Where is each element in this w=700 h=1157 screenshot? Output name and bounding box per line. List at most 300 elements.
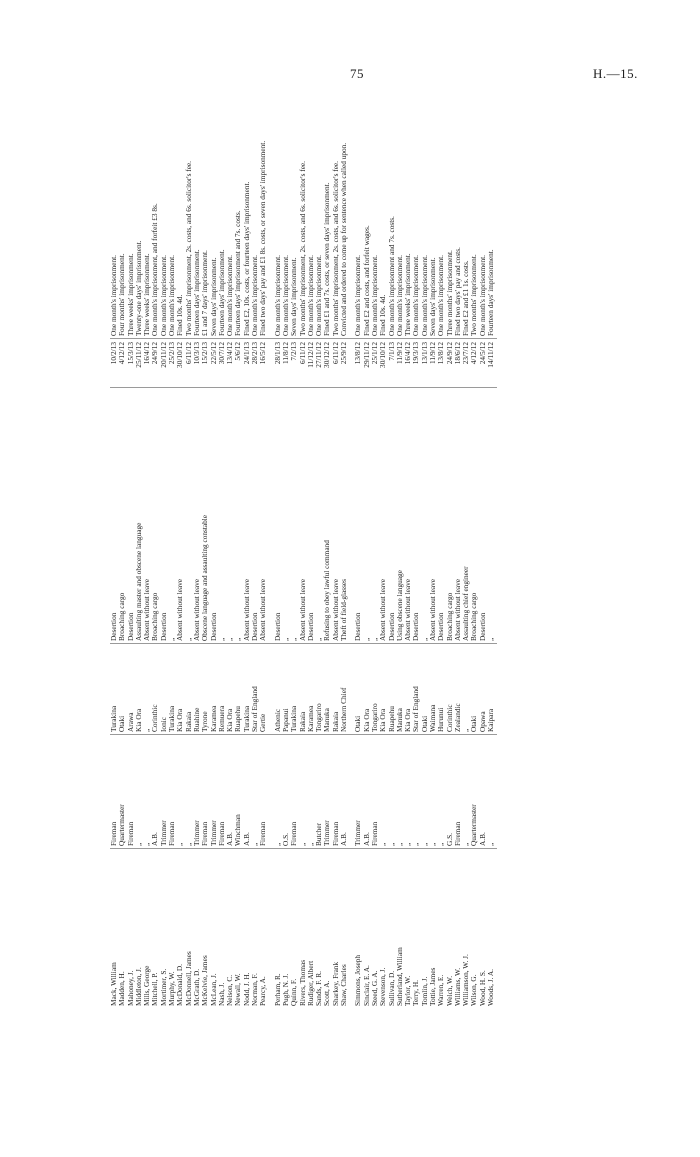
offence-cell: Absent without leave [378, 578, 388, 641]
ship-cell: Athenic [272, 708, 282, 732]
offence-cell: Desertion [353, 612, 363, 641]
rating-cell: Butcher [314, 822, 324, 846]
date-cell: 28/2/13 [250, 342, 260, 365]
offence-cell: „ [233, 637, 243, 641]
name-cell: Simmons, Joseph [353, 954, 363, 1006]
rating-cell: A.B. [339, 832, 349, 846]
name-cell: Taylor, W. [403, 975, 413, 1006]
sentence-cell: One month's imprisonment. [158, 255, 168, 336]
name-cell: Murphy, W. [167, 971, 177, 1006]
ship-cell: Ruapehu [233, 706, 243, 732]
ship-cell: Kia Ora [133, 708, 143, 732]
sentence-cell: Fined two days' pay and £1 8s. costs, or seven days' imprisonment. [258, 140, 268, 336]
rating-cell: „ [133, 842, 143, 846]
ship-cell: Rakaia [183, 711, 193, 732]
rating-cell: Fireman [216, 821, 226, 846]
rating-cell: „ [419, 842, 429, 846]
table-row [454, 106, 462, 1006]
ship-cell: Tongariro [314, 703, 324, 732]
name-cell: Shaw, Charles [339, 964, 349, 1006]
ship-cell: Turakina [241, 705, 251, 732]
date-cell: 24/9/12 [444, 342, 454, 365]
sentence-cell: Seven days' imprisonment. [208, 257, 218, 336]
name-cell: Scott, A. [322, 980, 332, 1006]
rating-cell: O.S. [280, 833, 290, 846]
ship-cell: Kia Ora [378, 708, 388, 732]
ship-cell: Turakina [289, 705, 299, 732]
name-cell: Sands, F. R. [314, 971, 324, 1006]
sentence-cell: Seven days' imprisonment. [427, 257, 437, 336]
offence-cell: Using obscene language [394, 570, 404, 641]
name-cell: Warren, E. [436, 974, 446, 1006]
name-cell: Woods, J. A. [486, 969, 496, 1006]
offence-cell: Absent without leave [191, 578, 201, 641]
sentence-cell: One month's imprisonment. [419, 255, 429, 336]
rating-cell: Trimmer [158, 820, 168, 846]
sentence-cell: One month's imprisonment. [280, 255, 290, 336]
table-row [274, 106, 282, 1006]
offence-cell: Desertion [109, 612, 118, 641]
sentence-cell: Three months' imprisonment. [444, 250, 454, 336]
offence-cell: Absent without leave [258, 578, 268, 641]
date-cell: 19/3/13 [411, 342, 421, 365]
sentence-cell: One month's imprisonment. [109, 255, 118, 336]
rating-cell: A.B. [477, 832, 487, 846]
sentence-cell: Two months' imprisonment, 2s. costs, and 6s. solicitor's fee. [330, 160, 340, 336]
ship-cell: Rakaia [330, 711, 340, 732]
column-rule [110, 848, 497, 849]
offence-cell: „ [369, 637, 379, 641]
sentence-cell: Fined two days' pay and costs. [452, 247, 462, 336]
name-cell: Pearcy, A. [258, 976, 268, 1006]
rating-cell: Trimmer [208, 820, 218, 846]
column-rule [110, 338, 497, 339]
date-cell: 24/9/12 [150, 342, 160, 365]
name-cell: Williamson, W. J. [461, 954, 471, 1006]
rating-cell: A.B. [225, 832, 235, 846]
ship-cell: Turakina [167, 705, 177, 732]
sentence-cell: Two months' imprisonment, 2s. costs, and 6s. solicitor's fee. [297, 160, 307, 336]
ship-cell: Papanui [280, 708, 290, 732]
rating-cell: „ [305, 842, 315, 846]
table-row [479, 106, 487, 1006]
offence-cell: „ [225, 637, 235, 641]
ship-cell: Karamea [208, 705, 218, 732]
date-cell: 24/5/12 [477, 342, 487, 365]
sentence-cell: One month's imprisonment, and forfeit £3 8s. [150, 203, 160, 336]
date-cell: 4/12/12 [117, 342, 127, 365]
rating-cell: „ [250, 842, 260, 846]
offence-cell: „ [289, 637, 299, 641]
rating-cell: A.B. [361, 832, 371, 846]
name-cell: Pugh, N. J. [280, 973, 290, 1006]
date-cell: 11/12/12 [305, 342, 315, 368]
ship-cell: Opawa [477, 711, 487, 732]
sentence-cell: Two months' imprisonment, 2s. costs, and 6s. solicitor's fee. [183, 160, 193, 336]
offence-cell: Desertion [125, 612, 135, 641]
name-cell: Rudiger, Albert [305, 960, 315, 1006]
ship-cell: Ionic [158, 717, 168, 732]
sentence-cell: Fined 10s. 4d. [175, 294, 185, 336]
ship-cell: Otaki [353, 715, 363, 732]
date-cell: 29/11/12 [361, 342, 371, 368]
sentence-cell: One month's imprisonment. [167, 255, 177, 336]
table-row [160, 106, 168, 1006]
ship-cell: Zealandic [452, 703, 462, 732]
date-cell: 22/5/12 [208, 342, 218, 365]
sentence-cell: One month's imprisonment. [394, 255, 404, 336]
name-cell: Terry, H. [411, 980, 421, 1006]
rating-cell: „ [142, 842, 152, 846]
name-cell: McLean, J. [208, 973, 218, 1006]
sentence-cell: One month's imprisonment and 7s. costs. [386, 216, 396, 336]
name-cell: Tomlin, J. [419, 976, 429, 1006]
ship-cell: Manuka [322, 708, 332, 732]
name-cell: McDonald, D. [175, 964, 185, 1006]
date-cell: 30/12/12 [322, 342, 332, 368]
table-row [201, 106, 209, 1006]
table-row [185, 106, 193, 1006]
date-cell: 20/11/12 [158, 342, 168, 368]
offences-table [110, 106, 600, 1006]
table-row [110, 106, 118, 1006]
name-cell: Perham, R. [272, 973, 282, 1006]
sentence-cell: Convicted and ordered to come up for sentence when called upon. [339, 142, 349, 336]
table-row [282, 106, 290, 1006]
ship-cell: Kia Ora [175, 708, 185, 732]
table-row [487, 106, 495, 1006]
rating-cell: Fireman [167, 821, 177, 846]
rating-cell: „ [411, 842, 421, 846]
page-code: H.—15. [593, 66, 638, 81]
date-cell: 30/10/12 [378, 342, 388, 368]
offence-cell: Desertion [386, 612, 396, 641]
offence-cell: „ [183, 637, 193, 641]
sentence-cell: One month's imprisonment. [477, 255, 487, 336]
date-cell: 4/12/12 [469, 342, 479, 365]
name-cell: Welch, W. [444, 975, 454, 1006]
name-cell: Middleton, J. [133, 967, 143, 1006]
ship-cell: Ruahine [191, 707, 201, 732]
date-cell: 11/8/12 [280, 342, 290, 365]
column-rule [110, 734, 497, 735]
name-cell: Williams, W. [452, 967, 462, 1006]
rating-cell: „ [403, 842, 413, 846]
rating-cell: Fireman [452, 821, 462, 846]
sentence-cell: One month's imprisonment. [411, 255, 421, 336]
table-row [218, 106, 226, 1006]
date-cell: 10/2/13 [109, 342, 118, 365]
name-cell: Mills, George [142, 965, 152, 1006]
rating-cell: Fireman [200, 821, 210, 846]
date-cell: 13/8/12 [353, 342, 363, 365]
ship-cell: Tyrone [200, 711, 210, 732]
sentence-cell: Three weeks' imprisonment. [403, 253, 413, 336]
sentence-cell: Four months' imprisonment. [117, 253, 127, 336]
sentence-cell: Twenty-one days' imprisonment. [133, 240, 143, 336]
offence-cell: „ [486, 637, 496, 641]
table-row [388, 106, 396, 1006]
rating-cell: „ [436, 842, 446, 846]
sentence-cell: Three weeks' imprisonment. [125, 253, 135, 336]
ship-cell: Corinthic [444, 704, 454, 732]
sentence-cell: £1 and 7 days' imprisonment. [200, 250, 210, 336]
sentence-cell: Two months' imprisonment. [469, 254, 479, 336]
table-row [470, 106, 478, 1006]
rating-cell: A.B. [241, 832, 251, 846]
ship-cell: Karamea [305, 705, 315, 732]
sentence-cell: One month's imprisonment. [353, 255, 363, 336]
sentence-cell: Three weeks' imprisonment. [142, 253, 152, 336]
date-cell: 25/9/12 [339, 342, 349, 365]
offence-cell: „ [361, 637, 371, 641]
rating-cell: „ [461, 842, 471, 846]
offence-cell: Assaulting master and obscene language [133, 522, 143, 641]
date-cell: 6/11/12 [183, 342, 193, 365]
rating-cell: „ [427, 842, 437, 846]
rating-cell: Quartermaster [469, 804, 479, 846]
name-cell: Sutherland, William [394, 947, 404, 1006]
name-cell: Mitchell, P. [150, 972, 160, 1006]
date-cell: 13/4/12 [225, 342, 235, 365]
table-row [396, 106, 404, 1006]
offence-cell: Absent without leave [452, 578, 462, 641]
rating-cell: „ [394, 842, 404, 846]
offence-cell: Desertion [272, 612, 282, 641]
table-row [404, 106, 412, 1006]
sentence-cell: Fourteen days' imprisonment. [486, 249, 496, 336]
sentence-cell: Fined £2, 10s. costs, or fourteen days' imprisonment. [241, 181, 251, 336]
offence-cell: Absent without leave [330, 578, 340, 641]
rating-cell: „ [486, 842, 496, 846]
offence-cell: „ [216, 637, 226, 641]
sentence-cell: Fined £2 and costs, and forfeit wages. [361, 225, 371, 336]
name-cell: Madden, H. [117, 971, 127, 1006]
name-cell: Sullivan, D. [386, 970, 396, 1006]
date-cell: 15/2/13 [200, 342, 210, 365]
offence-cell: Broaching cargo [469, 592, 479, 641]
offence-cell: Absent without leave [403, 578, 413, 641]
name-cell: Newall, W. [233, 973, 243, 1006]
offence-cell: Desertion [208, 612, 218, 641]
date-cell: 6/11/12 [297, 342, 307, 365]
table-row [243, 106, 251, 1006]
ship-cell: Gertie [258, 713, 268, 732]
offence-cell: Absent without leave [241, 578, 251, 641]
offence-cell: Absent without leave [142, 578, 152, 641]
date-cell: 13/8/12 [436, 342, 446, 365]
table-row [151, 106, 159, 1006]
date-cell: 7/1/13 [386, 342, 396, 361]
rating-cell: „ [378, 842, 388, 846]
offence-cell: Obscene language and assaulting constable [200, 514, 210, 641]
offence-cell: Desertion [250, 612, 260, 641]
rating-cell: Fireman [369, 821, 379, 846]
rating-cell: Trimmer [191, 820, 201, 846]
ship-cell: Arawa [125, 712, 135, 732]
sentence-cell: One month's imprisonment. [250, 255, 260, 336]
offence-cell: „ [419, 637, 429, 641]
column-rule [110, 643, 497, 644]
offence-cell: „ [314, 637, 324, 641]
ship-cell: Otaki [117, 715, 127, 732]
date-cell: 16/4/12 [403, 342, 413, 365]
name-cell: Mack, William [109, 962, 118, 1006]
offence-cell: Broaching cargo [117, 592, 127, 641]
table-row [462, 106, 470, 1006]
rating-cell: Fireman [258, 821, 268, 846]
rating-cell: Winchman [233, 814, 243, 846]
offence-cell: Absent without leave [175, 578, 185, 641]
name-cell: Steed, G. A. [369, 970, 379, 1006]
date-cell: 5/6/12 [233, 342, 243, 361]
ship-cell: Waimana [427, 704, 437, 732]
ship-cell: Remuera [216, 705, 226, 732]
sentence-cell: Fourteen days' imprisonment and 7s. costs. [233, 210, 243, 336]
ship-cell: Star of England [411, 686, 421, 732]
name-cell: McDonnell, James [183, 951, 193, 1006]
ship-cell: Rakaia [297, 711, 307, 732]
sentence-cell: One month's imprisonment. [305, 255, 315, 336]
rating-cell: „ [183, 842, 193, 846]
rating-cell: „ [297, 842, 307, 846]
table-row [371, 106, 379, 1006]
offence-cell: Broaching cargo [444, 592, 454, 641]
date-cell: 28/1/13 [272, 342, 282, 365]
date-cell: 25/11/12 [133, 342, 143, 368]
date-cell: 25/1/12 [369, 342, 379, 365]
rating-cell: „ [175, 842, 185, 846]
table-row [429, 106, 437, 1006]
table-row [210, 106, 218, 1006]
name-cell: Wilson, G. [469, 974, 479, 1006]
offence-cell: Desertion [158, 612, 168, 641]
ship-cell: Otaki [469, 715, 479, 732]
table-row [307, 106, 315, 1006]
offence-cell: „ [280, 637, 290, 641]
rating-cell: Fireman [330, 821, 340, 846]
ship-cell: Manuka [394, 708, 404, 732]
ship-cell: Kia Ora [361, 708, 371, 732]
date-cell: 18/6/12 [452, 342, 462, 365]
ship-cell: Turakina [109, 705, 118, 732]
date-cell: 7/2/13 [289, 342, 299, 361]
date-cell: 27/11/12 [314, 342, 324, 368]
name-cell: Sharkey, Frank [330, 961, 340, 1006]
table-row [340, 106, 348, 1006]
sentence-cell: One month's imprisonment. [369, 255, 379, 336]
sentence-cell: Fourteen days' imprisonment. [216, 249, 226, 336]
date-cell: 24/1/13 [241, 342, 251, 365]
ship-cell: Otaki [419, 715, 429, 732]
date-cell: 15/3/13 [125, 342, 135, 365]
offence-cell: Broaching cargo [150, 592, 160, 641]
table-row [118, 106, 126, 1006]
ship-cell: Kia Ora [225, 708, 235, 732]
name-cell: Nodd, J. H. [241, 972, 251, 1006]
name-cell: Mortimer, S. [158, 968, 168, 1006]
table-row [446, 106, 454, 1006]
date-cell: 10/3/13 [191, 342, 201, 365]
sentence-cell: One month's imprisonment. [272, 255, 282, 336]
ship-cell: Star of England [250, 686, 260, 732]
ship-cell: Hurunui [436, 707, 446, 732]
date-cell: 25/2/13 [167, 342, 177, 365]
date-cell: 16/4/12 [142, 342, 152, 365]
table-row [437, 106, 445, 1006]
column-rule [110, 387, 497, 388]
date-cell: 6/11/12 [330, 342, 340, 365]
ship-cell: Corinthic [150, 704, 160, 732]
date-cell: 30/7/12 [216, 342, 226, 365]
ship-cell: Tongariro [369, 703, 379, 732]
rating-cell: G.S. [444, 833, 454, 846]
rating-cell: Quartermaster [117, 804, 127, 846]
table-row [168, 106, 176, 1006]
ship-cell: Kia Ora [403, 708, 413, 732]
offence-cell: Desertion [477, 612, 487, 641]
rating-cell: Fireman [125, 821, 135, 846]
ship-cell: Ruapehu [386, 706, 396, 732]
name-cell: McGrath, D. [191, 968, 201, 1006]
name-cell: Nash, J. [216, 982, 226, 1006]
date-cell: 23/7/12 [461, 342, 471, 365]
ship-cell: Northern Chief [339, 687, 349, 732]
name-cell: Stevenson, J. [378, 967, 388, 1006]
rating-cell: „ [386, 842, 396, 846]
table-row [421, 106, 429, 1006]
offence-cell: Absent without leave [297, 578, 307, 641]
sentence-cell: Fourteen days' imprisonment. [191, 249, 201, 336]
name-cell: Rivers, Thomas [297, 959, 307, 1006]
table-row [135, 106, 143, 1006]
date-cell: 11/9/12 [427, 342, 437, 365]
sentence-cell: Fined £2 and £1 1s. costs. [461, 260, 471, 336]
ship-cell: „ [461, 728, 471, 732]
offence-cell: Refusing to obey lawful command [322, 540, 332, 641]
page-number: 75 [350, 66, 364, 81]
table-row [259, 106, 267, 1006]
date-cell: 13/1/13 [419, 342, 429, 365]
name-cell: Sinclair, E. A. [361, 965, 371, 1006]
sentence-cell: One month's imprisonment. [225, 255, 235, 336]
offence-cell: Desertion [411, 612, 421, 641]
sentence-cell: Seven days' imprisonment. [289, 257, 299, 336]
name-cell: McKelvie, James [200, 955, 210, 1006]
date-cell: 11/9/12 [394, 342, 404, 365]
name-cell: Norman, F. [250, 973, 260, 1006]
date-cell: 16/5/12 [258, 342, 268, 365]
rating-cell: Trimmer [322, 820, 332, 846]
rating-cell: Fireman [289, 821, 299, 846]
rating-cell: Fireman [109, 821, 118, 846]
offence-cell: Desertion [305, 612, 315, 641]
ship-cell: Kaipara [486, 708, 496, 732]
table-row [299, 106, 307, 1006]
name-cell: Quinn, F. [289, 978, 299, 1006]
offence-cell: Theft of field-glasses [339, 578, 349, 641]
rating-cell: A.B. [150, 832, 160, 846]
ship-cell: „ [142, 728, 152, 732]
date-cell: 14/11/12 [486, 342, 496, 368]
name-cell: Wood, H. S. [477, 970, 487, 1006]
offence-cell: Absent without leave [427, 578, 437, 641]
offence-cell: „ [167, 637, 177, 641]
table-row [363, 106, 371, 1006]
rating-cell: Trimmer [353, 820, 363, 846]
name-cell: Nelson, C. [225, 974, 235, 1006]
name-cell: Tottie, James [427, 967, 437, 1006]
